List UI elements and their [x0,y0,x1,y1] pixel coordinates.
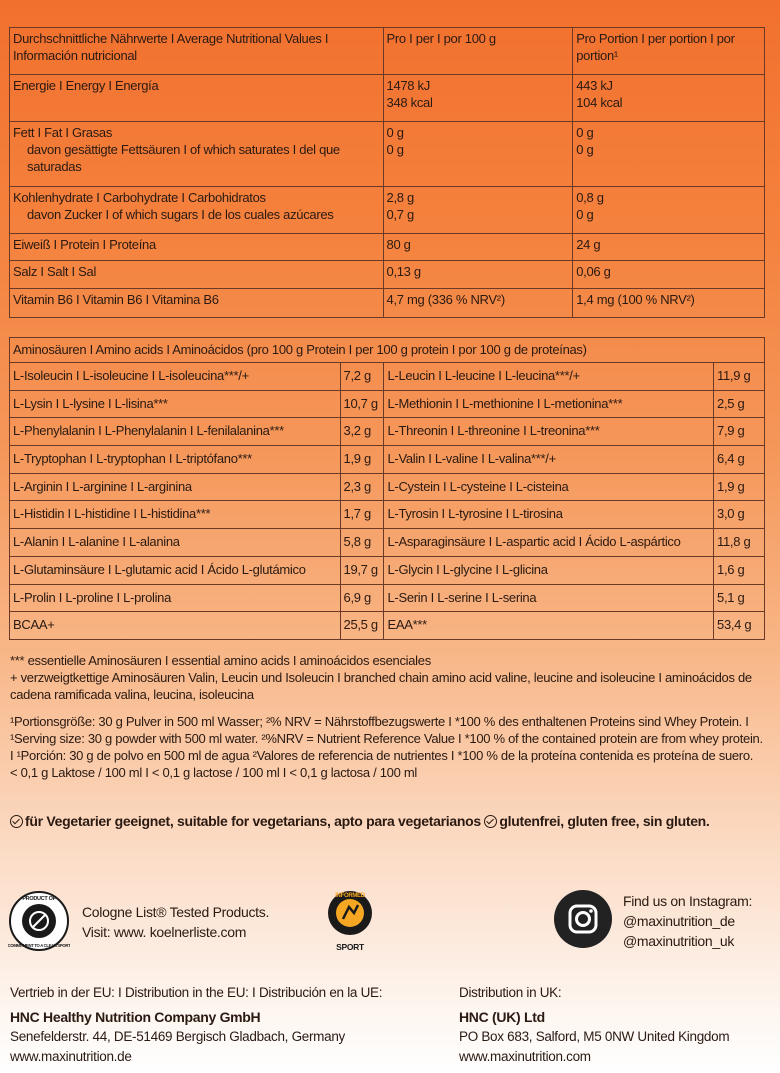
value: 104 kcal [576,95,623,110]
diet-claims [10,812,765,830]
value: 0,13 g [383,261,573,289]
amino-row [10,556,765,584]
uk-web: www.maxinutrition.com [459,1049,591,1064]
instagram-line3: @maxinutrition_uk [623,933,735,949]
amino-name-right: L-Valin I L-valine I L-valina***/+ [384,446,714,474]
amino-value-right: 11,8 g [714,529,765,557]
footer-eu [10,983,382,1067]
cologne-line1: Cologne List® Tested Products. [82,904,270,920]
amino-name-right: L-Asparaginsäure I L-aspartic acid I Ácido L-aspártico [384,529,714,557]
instagram-text [623,891,752,951]
amino-value-right: 7,9 g [714,418,765,446]
amino-value-right: 1,6 g [714,556,765,584]
instagram-icon [553,889,613,949]
amino-name-left: BCAA+ [10,612,341,640]
amino-name-left: L-Prolin I L-proline I L-prolina [10,584,341,612]
value: 0 g [576,142,594,157]
value: 4,7 mg (336 % NRV²) [383,289,573,318]
amino-name-right: L-Methionin I L-methionine I L-metionina*** [384,390,714,418]
sublabel: davon Zucker I of which sugars I de los cuales azúcares [27,207,334,222]
value: 0,06 g [573,261,765,289]
amino-value-left: 3,2 g [340,418,384,446]
amino-value-left: 1,9 g [340,446,384,474]
amino-name-left: L-Tryptophan I L-tryptophan I L-triptófano*** [10,446,341,474]
nutrition-row-vitamin-b6 [10,289,765,318]
amino-row [10,612,765,640]
amino-row [10,501,765,529]
informed-sport-logo-icon [325,887,375,953]
label: Vitamin B6 I Vitamin B6 I Vitamina B6 [10,289,384,318]
nutrition-row-fat [10,122,765,187]
value: 24 g [573,234,765,261]
value: 0 g [386,142,404,157]
value: 443 kJ [576,78,613,93]
amino-row [10,446,765,474]
nutrition-header-label: Durchschnittliche Nährwerte I Average Nutritional Values I Información nutricional [10,28,384,75]
label: Kohlenhydrate I Carbohydrate I Carbohidratos [13,190,266,205]
note-bcaa: + verzweigtkettige Aminosäuren Valin, Leucin und Isoleucin I branched chain amino acid valine, leucine and isoleucine I aminoácidos de cadena ramificada valina, leucina, isoleucina [10,670,752,702]
notes-portion [10,713,765,781]
value: 80 g [383,234,573,261]
value: 2,8 g [386,190,414,205]
badge-bottom-text: COMMITMENT TO A CLEAN SPORT [8,943,70,948]
amino-name-right: L-Serin I L-serine I L-serina [384,584,714,612]
note-lactose: < 0,1 g Laktose / 100 ml I < 0,1 g lactose / 100 ml I < 0,1 g lactosa / 100 ml [10,765,417,780]
logos-row [0,885,780,955]
check-circle-icon [10,815,23,828]
vegetarian-claim: für Vegetarier geeignet, suitable for vegetarians, apto para vegetarianos [25,813,481,829]
amino-name-right: L-Glycin I L-glycine I L-glicina [384,556,714,584]
cologne-line2: Visit: www. koelnerliste.com [82,924,247,940]
badge-top-text: PRODUCT OF [22,896,56,902]
cologne-list-badge-icon [8,890,70,952]
label: Energie I Energy I Energía [13,78,159,93]
eu-title: Vertrieb in der EU: I Distribution in the EU: I Distribución en la UE: [10,985,383,1000]
nutrition-header-perportion: Pro Portion I per portion I por portion¹ [573,28,765,75]
amino-name-left: L-Lysin I L-lysine I L-lisina*** [10,390,341,418]
value: 348 kcal [386,95,433,110]
cologne-text [82,902,269,942]
amino-row [10,390,765,418]
amino-value-left: 25,5 g [340,612,384,640]
amino-value-right: 11,9 g [714,363,765,391]
amino-row [10,363,765,391]
amino-value-right: 2,5 g [714,390,765,418]
amino-value-right: 53,4 g [714,612,765,640]
amino-acid-table [9,337,765,640]
value: 1478 kJ [386,78,430,93]
sublabel: davon gesättigte Fettsäuren I of which saturates I del que saturadas [27,142,340,174]
nutrition-row-protein [10,234,765,261]
nutrition-header-row [10,28,765,75]
eu-address: Senefelderstr. 44, DE-51469 Bergisch Gladbach, Germany [10,1029,345,1044]
instagram-line2: @maxinutrition_de [623,913,735,929]
nutrition-row-carbs [10,187,765,234]
eu-web: www.maxinutrition.de [10,1049,132,1064]
amino-value-right: 5,1 g [714,584,765,612]
amino-value-left: 6,9 g [340,584,384,612]
amino-value-left: 19,7 g [340,556,384,584]
check-circle-icon [484,815,497,828]
amino-name-left: L-Isoleucin I L-isoleucine I L-isoleucina***/+ [10,363,341,391]
amino-value-left: 5,8 g [340,529,384,557]
amino-value-left: 1,7 g [340,501,384,529]
instagram-line1: Find us on Instagram: [623,893,753,909]
amino-row [10,473,765,501]
amino-name-right: L-Leucin I L-leucine I L-leucina***/+ [384,363,714,391]
nutrition-table [9,27,765,318]
label: Salz I Salt I Sal [10,261,384,289]
amino-value-left: 2,3 g [340,473,384,501]
value: 1,4 mg (100 % NRV²) [573,289,765,318]
amino-value-left: 7,2 g [340,363,384,391]
value: 0,7 g [386,207,414,222]
amino-header: Aminosäuren I Amino acids I Aminoácidos (pro 100 g Protein I per 100 g protein I por 100 g de proteínas) [10,338,765,363]
amino-name-left: L-Alanin I L-alanine I L-alanina [10,529,341,557]
amino-value-right: 6,4 g [714,446,765,474]
note-portion: ¹Portionsgröße: 30 g Pulver in 500 ml Wasser; ²% NRV = Nährstoffbezugswerte I *100 % des enthaltenen Proteins sind Whey Protein. I ¹Serving size: 30 g powder with 500 ml water. ²%NRV = Nutrient Reference Value I *100 % of the contained protein are from whey protein. I ¹Porción: 30 g de polvo en 500 ml de agua ²Valores de referencia de nutrientes I *100 % de la proteína contenida es proteína de suero. [10,714,763,763]
nutrition-row-energy [10,75,765,122]
label: Eiweiß I Protein I Proteína [10,234,384,261]
footer-uk [459,983,729,1067]
value: 0 g [576,207,594,222]
amino-name-left: L-Arginin I L-arginine I L-arginina [10,473,341,501]
amino-value-right: 1,9 g [714,473,765,501]
note-eaa: *** essentielle Aminosäuren I essential amino acids I aminoácidos esenciales [10,653,431,668]
eu-company: HNC Healthy Nutrition Company GmbH [10,1009,261,1025]
nutrition-row-salt [10,261,765,289]
amino-name-right: L-Threonin I L-threonine I L-treonina*** [384,418,714,446]
uk-address: PO Box 683, Salford, M5 0NW United Kingdom [459,1029,730,1044]
amino-header-row [10,338,765,363]
uk-title: Distribution in UK: [459,985,562,1000]
amino-row [10,584,765,612]
amino-value-right: 3,0 g [714,501,765,529]
value: 0 g [576,125,594,140]
amino-row [10,529,765,557]
value: 0 g [386,125,404,140]
glutenfree-claim: glutenfrei, gluten free, sin gluten. [499,813,710,829]
amino-name-left: L-Glutaminsäure I L-glutamic acid I Ácido L-glutámico [10,556,341,584]
uk-company: HNC (UK) Ltd [459,1009,545,1025]
amino-name-right: L-Tyrosin I L-tyrosine I L-tirosina [384,501,714,529]
amino-name-left: L-Phenylalanin I L-Phenylalanin I L-fenilalanina*** [10,418,341,446]
value: 0,8 g [576,190,604,205]
amino-name-right: EAA*** [384,612,714,640]
amino-name-left: L-Histidin I L-histidine I L-histidina*** [10,501,341,529]
notes [10,652,765,703]
amino-value-left: 10,7 g [340,390,384,418]
label: Fett I Fat I Grasas [13,125,113,140]
informed-bottom-text: SPORT [336,942,364,952]
amino-row [10,418,765,446]
informed-top-text: INFORMED [335,893,365,899]
amino-name-right: L-Cystein I L-cysteine I L-cisteina [384,473,714,501]
nutrition-header-per100: Pro I per I por 100 g [383,28,573,75]
